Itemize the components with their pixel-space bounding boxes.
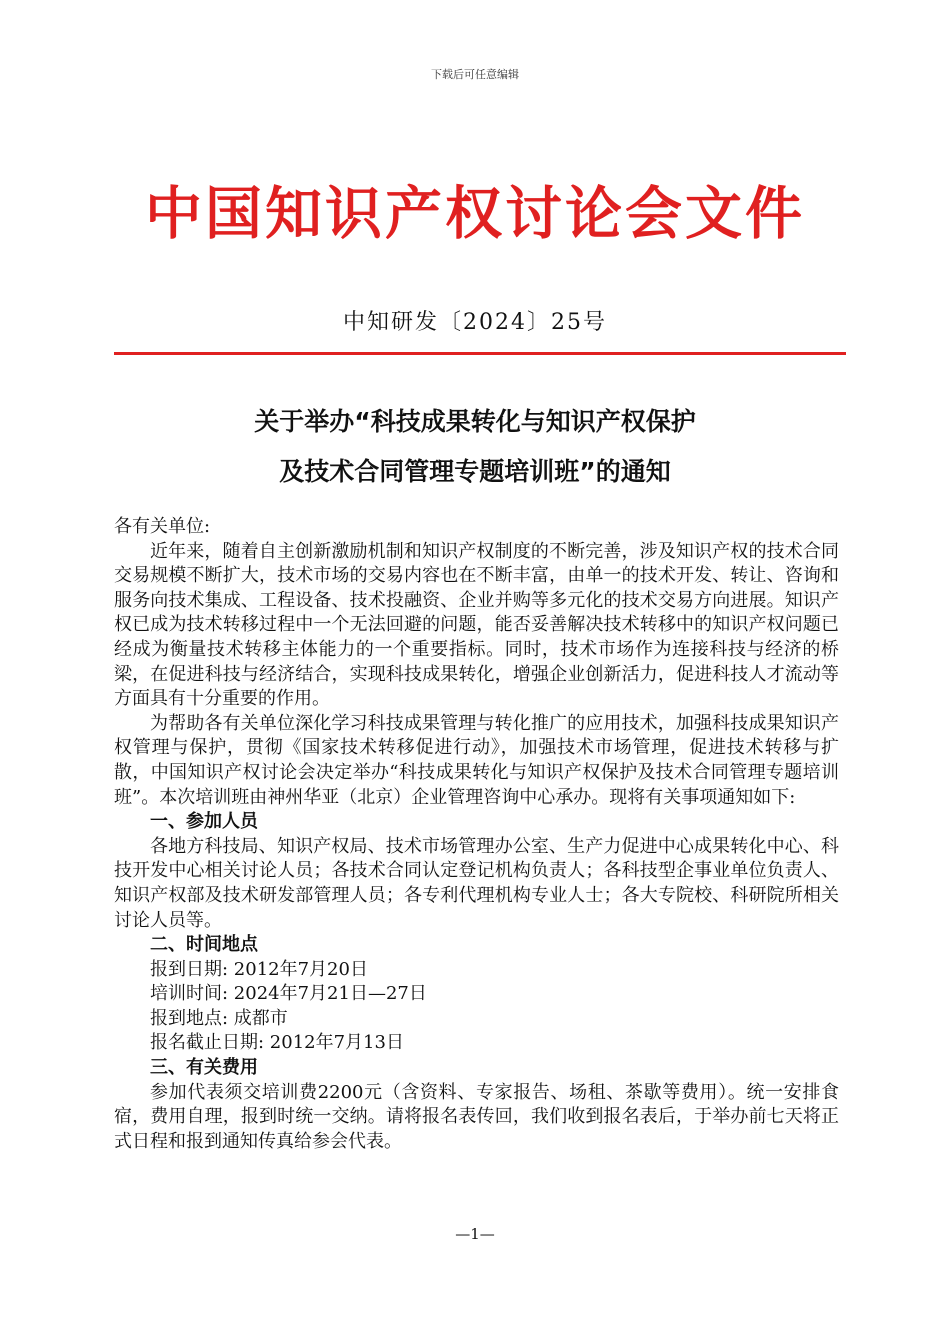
report-date: 报到日期: 2012年7月20日 <box>150 958 368 980</box>
header-note: 下载后可任意编辑 <box>431 68 519 81</box>
document-title: 中国知识产权讨论会文件 <box>145 181 805 247</box>
section-heading-time-place: 二、时间地点 <box>150 934 258 956</box>
section-body-fees: 参加代表须交培训费2200元（含资料、专家报告、场租、茶歇等费用）。统一安排食宿，费用自理，报到时统一交纳。请将报名表传回，我们收到报名表后，于举办前七天将正式日程和报到通知传真给参会代表。 <box>114 1081 839 1152</box>
salutation: 各有关单位: <box>114 516 211 537</box>
section-body-participants: 各地方科技局、知识产权局、技术市场管理办公室、生产力促进中心成果转化中心、科技开发中心相关讨论人员；各技术合同认定登记机构负责人；各科技型企事业单位负责人、知识产权部及技术研发部管理人员；各专利代理机构专业人士；各大专院校、科研院所相关讨论人员等。 <box>114 835 839 931</box>
registration-deadline: 报名截止日期: 2012年7月13日 <box>150 1032 404 1054</box>
report-place: 报到地点: 成都市 <box>150 1007 288 1029</box>
notice-title-line-1: 关于举办“科技成果转化与知识产权保护 <box>254 407 696 436</box>
training-time: 培训时间: 2024年7月21日—27日 <box>150 983 427 1005</box>
document-number: 中知研发〔2024〕25号 <box>343 310 607 335</box>
section-heading-fees: 三、有关费用 <box>150 1057 258 1079</box>
section-heading-participants: 一、参加人员 <box>150 811 258 833</box>
page-number: —1— <box>455 1225 495 1243</box>
document-body <box>114 515 839 1154</box>
intro-paragraph-1: 近年来，随着自主创新激励机制和知识产权制度的不断完善，涉及知识产权的技术合同交易规模不断扩大，技术市场的交易内容也在不断丰富，由单一的技术开发、转让、咨询和服务向技术集成、工程设备、技术投融资、企业并购等多元化的技术交易方向进展。知识产权已成为技术转移过程中一个无法回避的问题，能否妥善解决技术转移中的知识产权问题已经成为衡量技术转移主体能力的一个重要指标。同时，技术市场作为连接科技与经济的桥梁，在促进科技与经济结合，实现科技成果转化，增强企业创新活力，促进科技人才流动等方面具有十分重要的作用。 <box>114 540 839 710</box>
intro-paragraph-2: 为帮助各有关单位深化学习科技成果管理与转化推广的应用技术，加强科技成果知识产权管理与保护，贯彻《国家技术转移促进行动》，加强技术市场管理，促进技术转移与扩散，中国知识产权讨论会决定举办“科技成果转化与知识产权保护及技术合同管理专题培训班”。本次培训班由神州华亚（北京）企业管理咨询中心承办。现将有关事项通知如下: <box>114 712 839 808</box>
notice-title-line-2: 及技术合同管理专题培训班”的通知 <box>279 457 671 486</box>
red-divider <box>114 352 846 355</box>
